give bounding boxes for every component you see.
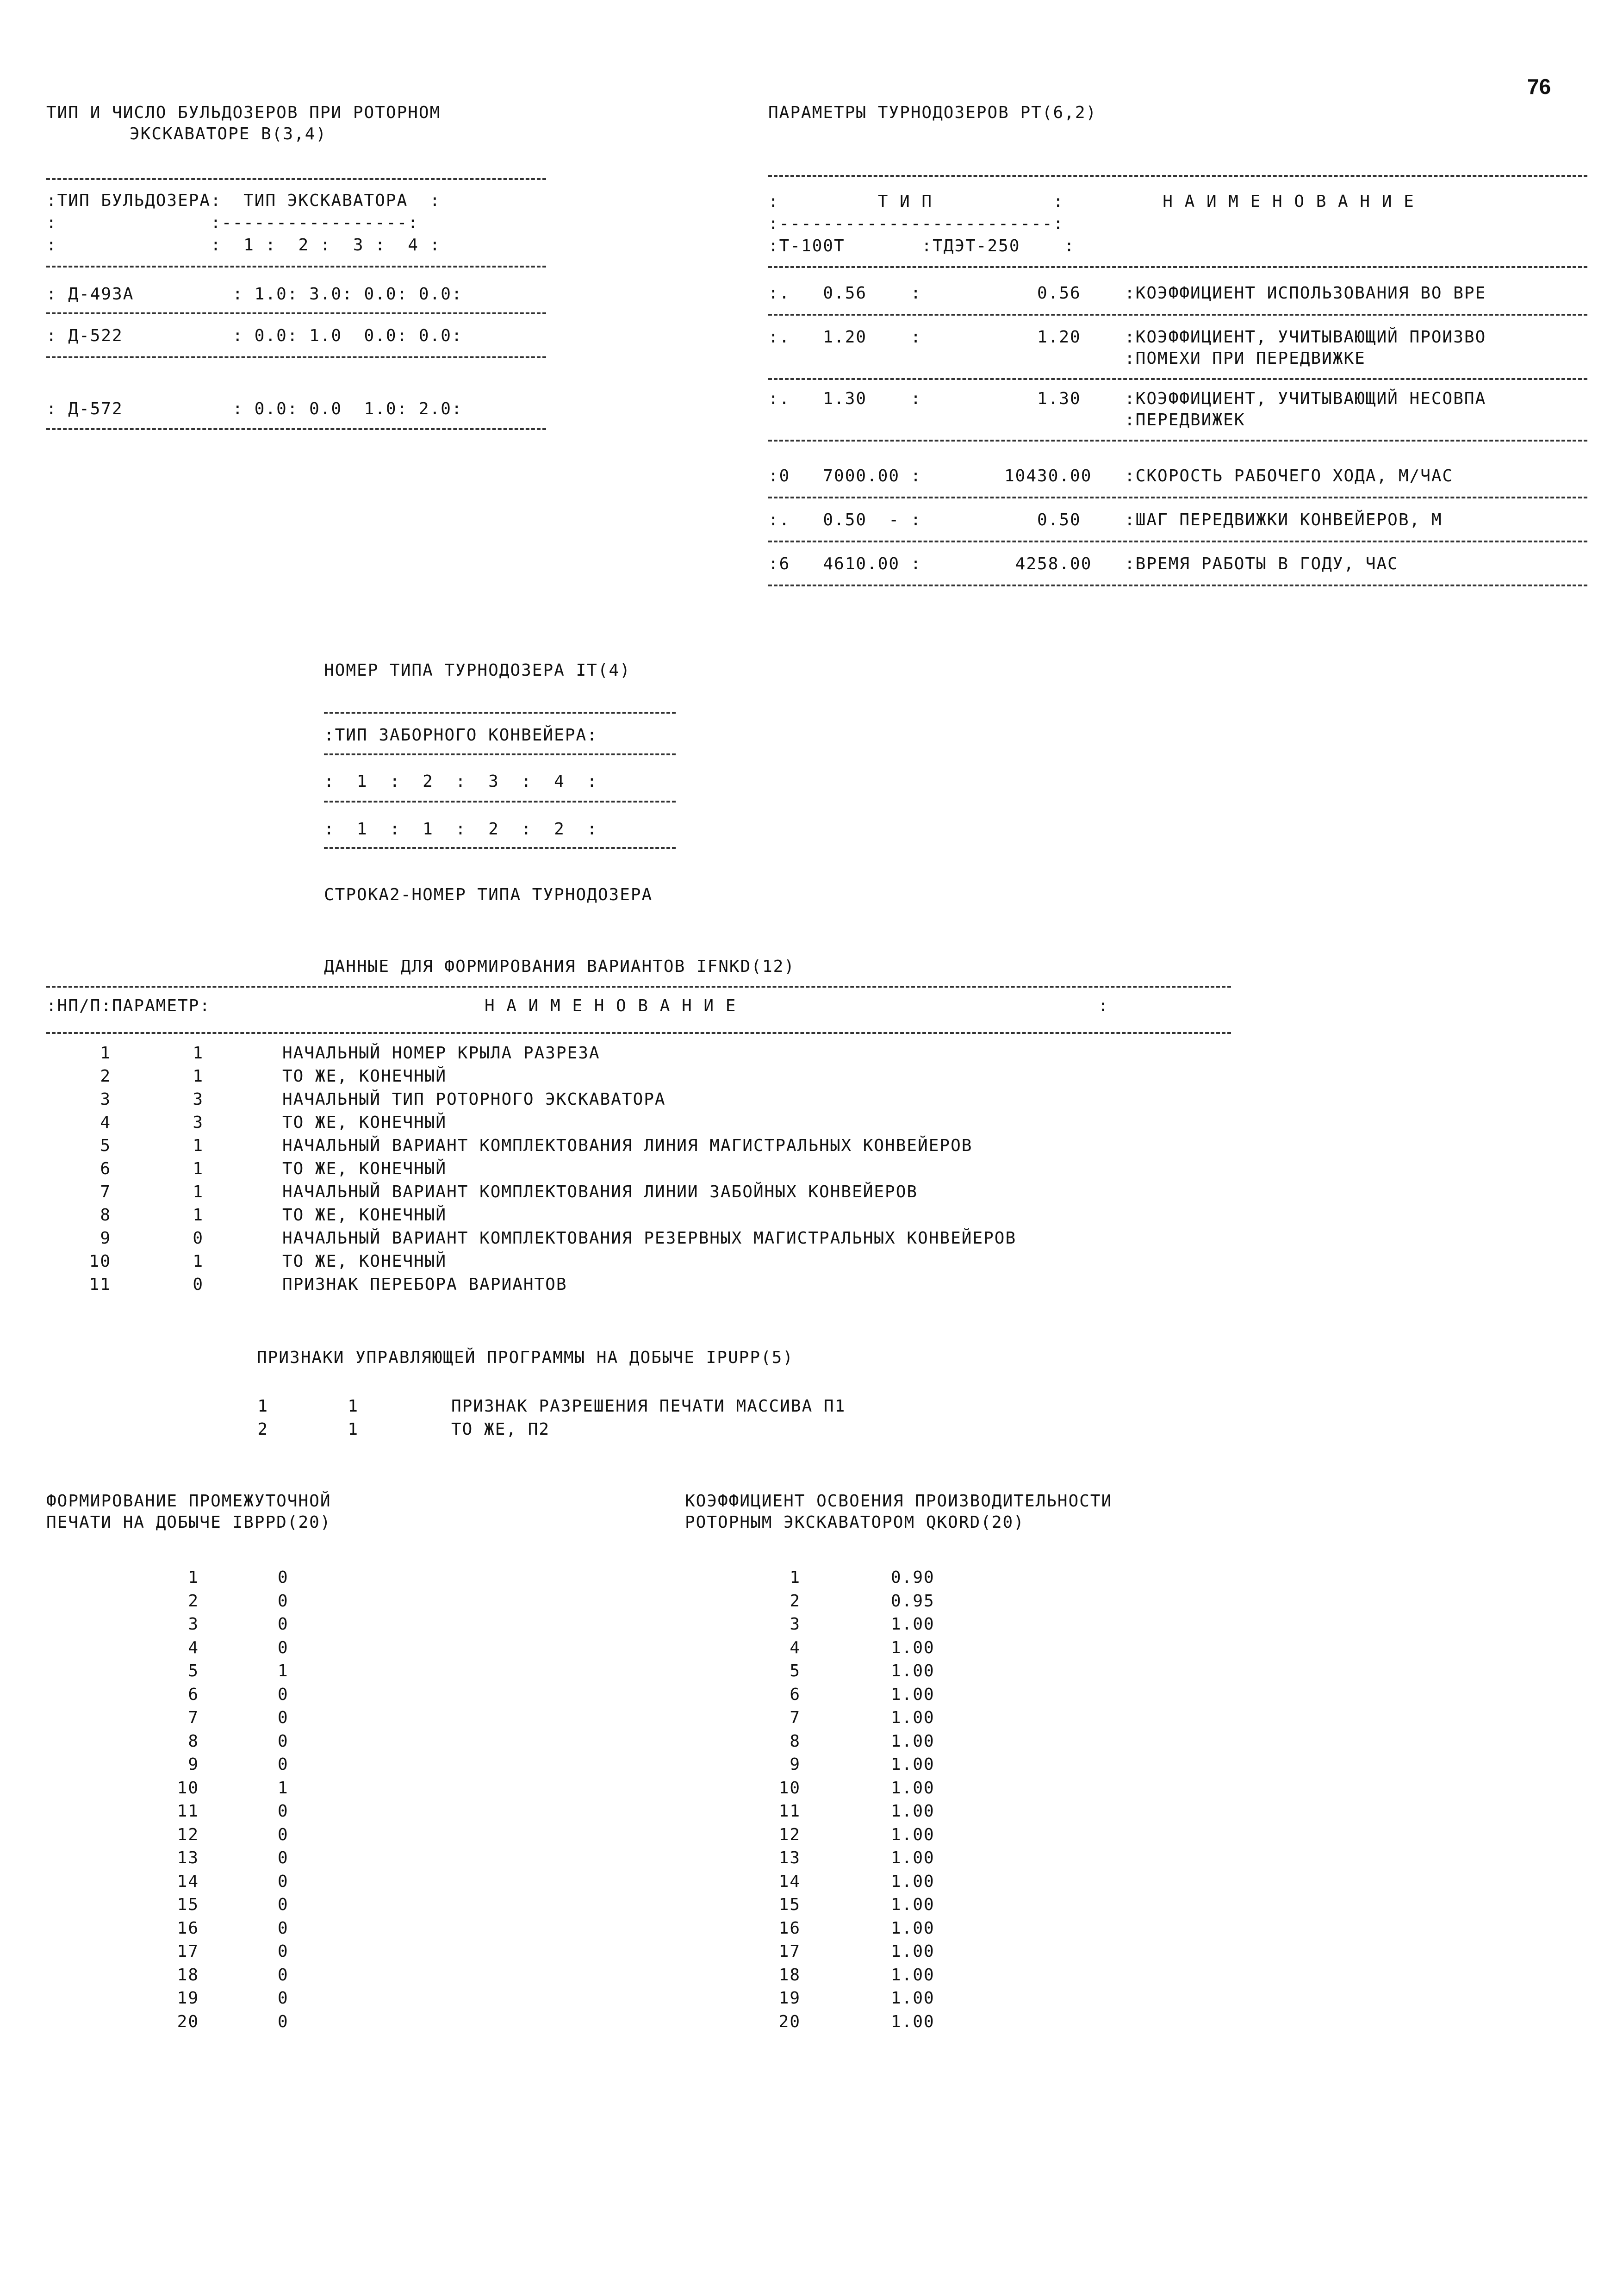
table-row: : Д-572 : 0.0: 0.0 1.0: 2.0: (46, 399, 463, 418)
list-item-number: 8 (100, 1206, 111, 1225)
list-item-value: 1.00 (891, 1661, 935, 1680)
table-cell-value1: :. 1.20 : (768, 328, 922, 347)
turnotype-header-2: : 1 : 2 : 3 : 4 : (324, 772, 598, 791)
list-item-number: 8 (790, 1731, 801, 1751)
list-item-number: 18 (177, 1965, 199, 1985)
list-item-name: НАЧАЛЬНЫЙ ВАРИАНТ КОМПЛЕКТОВАНИЯ РЕЗЕРВНЫХ МАГИСТРАЛЬНЫХ КОНВЕЙЕРОВ (282, 1229, 1017, 1248)
list-item-number: 16 (177, 1918, 199, 1938)
list-item-number: 15 (778, 1895, 801, 1914)
list-item-value: 0 (278, 1848, 289, 1867)
page-number: 76 (1527, 75, 1551, 99)
list-item-number: 7 (188, 1708, 199, 1727)
divider (324, 753, 676, 755)
list-item-value: 0 (278, 1731, 289, 1751)
list-item-number: 6 (100, 1159, 111, 1178)
list-item-name: НАЧАЛЬНЫЙ ВАРИАНТ КОМПЛЕКТОВАНИЯ ЛИНИИ ЗАБОЙНЫХ КОНВЕЙЕРОВ (282, 1182, 918, 1201)
list-item-number: 11 (89, 1275, 111, 1294)
list-item-param: 1 (193, 1067, 204, 1086)
list-item-param: 3 (193, 1090, 204, 1109)
table-cell-value1: :. 0.50 - : (768, 510, 922, 529)
list-item-value: 1.00 (891, 1848, 935, 1867)
list-item-number: 5 (188, 1661, 199, 1680)
printing-title-line2: ПЕЧАТИ НА ДОБЫЧЕ IBPPD(20) (46, 1513, 331, 1532)
list-item-name: ПРИЗНАК ПЕРЕБОРА ВАРИАНТОВ (282, 1275, 567, 1294)
table-cell-name-cont: :ПЕРЕДВИЖЕК (1125, 411, 1245, 429)
list-item-value: 0 (278, 1965, 289, 1985)
table-cell-name: :КОЭФФИЦИЕНТ, УЧИТЫВАЮЩИЙ НЕСОВПА (1125, 389, 1486, 408)
list-item-number: 6 (790, 1685, 801, 1704)
list-item-number: 12 (177, 1825, 199, 1844)
list-item-name: ТО ЖЕ, КОНЕЧНЫЙ (282, 1113, 447, 1132)
list-item-value: 0.90 (891, 1568, 935, 1587)
list-item-number: 19 (177, 1989, 199, 2008)
list-item-value: 0 (278, 2012, 289, 2031)
list-item-param: 1 (193, 1206, 204, 1225)
list-item-value: 1.00 (891, 1731, 935, 1751)
list-item-number: 2 (188, 1591, 199, 1611)
list-item-name: ТО ЖЕ, П2 (451, 1420, 550, 1439)
variants-title: ДАННЫЕ ДЛЯ ФОРМИРОВАНИЯ ВАРИАНТОВ IFNKD(12) (324, 957, 795, 976)
table-cell-value1: :. 0.56 : (768, 284, 922, 303)
list-item-value: 1.00 (891, 1685, 935, 1704)
list-item-number: 4 (100, 1113, 111, 1132)
list-item-number: 17 (177, 1942, 199, 1961)
divider (324, 847, 676, 849)
list-item-value: 1.00 (891, 1638, 935, 1657)
list-item-value: 0 (278, 1942, 289, 1961)
table-row: : 1 : 1 : 2 : 2 : (324, 820, 598, 839)
table-cell-value2: 10430.00 (1004, 467, 1092, 485)
divider (46, 178, 546, 180)
list-item-value: 0 (278, 1802, 289, 1821)
list-item-param: 1 (193, 1182, 204, 1201)
table-cell-value2: 1.20 (1004, 328, 1081, 347)
list-item-value: 0 (278, 1591, 289, 1611)
list-item-number: 8 (188, 1731, 199, 1751)
list-item-number: 13 (778, 1848, 801, 1867)
table-cell-value1: :0 7000.00 : (768, 467, 922, 485)
list-item-number: 19 (778, 1989, 801, 2008)
list-item-number: 1 (790, 1568, 801, 1587)
list-item-number: 2 (257, 1420, 268, 1439)
list-item-value: 0 (278, 1918, 289, 1938)
list-item-number: 2 (790, 1591, 801, 1611)
list-item-number: 5 (790, 1661, 801, 1680)
table-row: : Д-493А : 1.0: 3.0: 0.0: 0.0: (46, 285, 463, 304)
list-item-param: 1 (193, 1252, 204, 1271)
list-item-number: 16 (778, 1918, 801, 1938)
bulldozer-header-3: : : 1 : 2 : 3 : 4 : (46, 236, 441, 255)
divider (768, 175, 1587, 177)
list-item-number: 6 (188, 1685, 199, 1704)
list-item-param: 0 (193, 1229, 204, 1248)
list-item-value: 0 (278, 1638, 289, 1657)
list-item-number: 12 (778, 1825, 801, 1844)
divider (46, 266, 546, 268)
table-cell-name: :КОЭФФИЦИЕНТ ИСПОЛЬЗОВАНИЯ ВО ВРЕ (1125, 284, 1486, 303)
list-item-number: 7 (100, 1182, 111, 1201)
list-item-number: 11 (778, 1802, 801, 1821)
table-cell-value2: 1.30 (1004, 389, 1081, 408)
bulldozer-title-line1: ТИП И ЧИСЛО БУЛЬДОЗЕРОВ ПРИ РОТОРНОМ (46, 103, 441, 122)
list-item-number: 10 (778, 1778, 801, 1798)
divider (46, 312, 546, 314)
list-item-number: 4 (790, 1638, 801, 1657)
list-item-value: 1 (278, 1661, 289, 1680)
list-item-param: 1 (193, 1159, 204, 1178)
list-item-number: 18 (778, 1965, 801, 1985)
list-item-value: 1.00 (891, 1802, 935, 1821)
list-item-number: 9 (790, 1755, 801, 1774)
list-item-number: 3 (188, 1615, 199, 1634)
list-item-value: 0 (278, 1615, 289, 1634)
coef-title-line2: РОТОРНЫМ ЭКСКАВАТОРОМ QKORD(20) (685, 1513, 1025, 1532)
list-item-value: 1.00 (891, 1895, 935, 1914)
list-item-param: 0 (193, 1275, 204, 1294)
list-item-value: 0 (278, 1568, 289, 1587)
list-item-value: 0 (278, 1872, 289, 1891)
list-item-name: ПРИЗНАК РАЗРЕШЕНИЯ ПЕЧАТИ МАССИВА П1 (451, 1397, 846, 1416)
divider (324, 801, 676, 803)
list-item-number: 11 (177, 1802, 199, 1821)
divider (324, 712, 676, 714)
table-cell-name: :ШАГ ПЕРЕДВИЖКИ КОНВЕЙЕРОВ, М (1125, 510, 1443, 529)
program-title: ПРИЗНАКИ УПРАВЛЯЮЩЕЙ ПРОГРАММЫ НА ДОБЫЧЕ IPUPP(5) (257, 1348, 794, 1367)
bulldozer-header-1: :ТИП БУЛЬДОЗЕРА: ТИП ЭКСКАВАТОРА : (46, 191, 441, 210)
divider (768, 541, 1587, 542)
table-cell-name: :СКОРОСТЬ РАБОЧЕГО ХОДА, М/ЧАС (1125, 467, 1454, 485)
bulldozer-header-2: : :-----------------: (46, 213, 419, 232)
list-item-name: НАЧАЛЬНЫЙ ВАРИАНТ КОМПЛЕКТОВАНИЯ ЛИНИЯ МАГИСТРАЛЬНЫХ КОНВЕЙЕРОВ (282, 1136, 973, 1155)
list-item-number: 1 (188, 1568, 199, 1587)
divider (46, 428, 546, 430)
list-item-value: 1 (348, 1397, 359, 1416)
printing-title-line1: ФОРМИРОВАНИЕ ПРОМЕЖУТОЧНОЙ (46, 1492, 331, 1511)
list-item-value: 0 (278, 1755, 289, 1774)
list-item-number: 9 (188, 1755, 199, 1774)
list-item-number: 1 (257, 1397, 268, 1416)
list-item-number: 9 (100, 1229, 111, 1248)
list-item-value: 1.00 (891, 1615, 935, 1634)
variants-header: :НП/П:ПАРАМЕТР: Н А И М Е Н О В А Н И Е : (46, 996, 1109, 1015)
turnotype-header-1: :ТИП ЗАБОРНОГО КОНВЕЙЕРА: (324, 726, 598, 745)
list-item-value: 1.00 (891, 1755, 935, 1774)
table-row: : Д-522 : 0.0: 1.0 0.0: 0.0: (46, 326, 463, 345)
list-item-number: 10 (89, 1252, 111, 1271)
table-cell-name: :ВРЕМЯ РАБОТЫ В ГОДУ, ЧАС (1125, 554, 1399, 573)
list-item-number: 13 (177, 1848, 199, 1867)
turnotype-title: НОМЕР ТИПА ТУРНОДОЗЕРА IT(4) (324, 661, 631, 680)
table-cell-name-cont: :ПОМЕХИ ПРИ ПЕРЕДВИЖКЕ (1125, 349, 1366, 368)
list-item-number: 7 (790, 1708, 801, 1727)
coef-title-line1: КОЭФФИЦИЕНТ ОСВОЕНИЯ ПРОИЗВОДИТЕЛЬНОСТИ (685, 1492, 1113, 1511)
list-item-value: 0 (278, 1685, 289, 1704)
divider (768, 378, 1587, 380)
divider (46, 356, 546, 358)
list-item-value: 1.00 (891, 1825, 935, 1844)
divider (768, 440, 1587, 442)
list-item-value: 1.00 (891, 1989, 935, 2008)
list-item-value: 0 (278, 1895, 289, 1914)
list-item-value: 1 (348, 1420, 359, 1439)
list-item-name: НАЧАЛЬНЫЙ ТИП РОТОРНОГО ЭКСКАВАТОРА (282, 1090, 666, 1109)
divider (768, 266, 1587, 268)
table-cell-value1: :6 4610.00 : (768, 554, 922, 573)
list-item-value: 1.00 (891, 1918, 935, 1938)
list-item-value: 1.00 (891, 1872, 935, 1891)
table-cell-value2: 4258.00 (1004, 554, 1092, 573)
list-item-number: 17 (778, 1942, 801, 1961)
divider (768, 497, 1587, 498)
turnotype-note: СТРОКА2-НОМЕР ТИПА ТУРНОДОЗЕРА (324, 885, 653, 904)
list-item-number: 14 (778, 1872, 801, 1891)
list-item-param: 3 (193, 1113, 204, 1132)
list-item-number: 20 (778, 2012, 801, 2031)
list-item-value: 1.00 (891, 1708, 935, 1727)
table-cell-name: :КОЭФФИЦИЕНТ, УЧИТЫВАЮЩИЙ ПРОИЗВО (1125, 328, 1486, 347)
table-cell-value2: 0.50 (1004, 510, 1081, 529)
list-item-value: 0 (278, 1825, 289, 1844)
list-item-number: 4 (188, 1638, 199, 1657)
list-item-value: 1.00 (891, 1965, 935, 1985)
list-item-name: ТО ЖЕ, КОНЕЧНЫЙ (282, 1067, 447, 1086)
params-header-1: : Т И П : Н А И М Е Н О В А Н И Е (768, 192, 1415, 211)
list-item-name: ТО ЖЕ, КОНЕЧНЫЙ (282, 1159, 447, 1178)
list-item-param: 1 (193, 1136, 204, 1155)
list-item-name: НАЧАЛЬНЫЙ НОМЕР КРЫЛА РАЗРЕЗА (282, 1044, 600, 1063)
divider (46, 986, 1231, 988)
divider (768, 585, 1587, 586)
list-item-number: 3 (100, 1090, 111, 1109)
list-item-number: 15 (177, 1895, 199, 1914)
divider (46, 1032, 1231, 1034)
divider (768, 314, 1587, 316)
params-header-2: :-------------------------: (768, 214, 1064, 233)
list-item-value: 1.00 (891, 1942, 935, 1961)
table-cell-value2: 0.56 (1004, 284, 1081, 303)
list-item-value: 1.00 (891, 2012, 935, 2031)
list-item-value: 0 (278, 1989, 289, 2008)
list-item-number: 1 (100, 1044, 111, 1063)
list-item-value: 0 (278, 1708, 289, 1727)
list-item-number: 5 (100, 1136, 111, 1155)
list-item-number: 10 (177, 1778, 199, 1798)
list-item-name: ТО ЖЕ, КОНЕЧНЫЙ (282, 1206, 447, 1225)
list-item-number: 14 (177, 1872, 199, 1891)
params-header-3: :Т-100Т :ТДЭТ-250 : (768, 236, 1075, 255)
list-item-name: ТО ЖЕ, КОНЕЧНЫЙ (282, 1252, 447, 1271)
list-item-number: 20 (177, 2012, 199, 2031)
list-item-number: 3 (790, 1615, 801, 1634)
list-item-param: 1 (193, 1044, 204, 1063)
table-cell-value1: :. 1.30 : (768, 389, 922, 408)
bulldozer-title-line2: ЭКСКАВАТОРЕ В(3,4) (130, 124, 327, 143)
list-item-value: 1.00 (891, 1778, 935, 1798)
list-item-number: 2 (100, 1067, 111, 1086)
list-item-value: 0.95 (891, 1591, 935, 1611)
params-title: ПАРАМЕТРЫ ТУРНОДОЗЕРОВ РТ(6,2) (768, 103, 1097, 122)
list-item-value: 1 (278, 1778, 289, 1798)
